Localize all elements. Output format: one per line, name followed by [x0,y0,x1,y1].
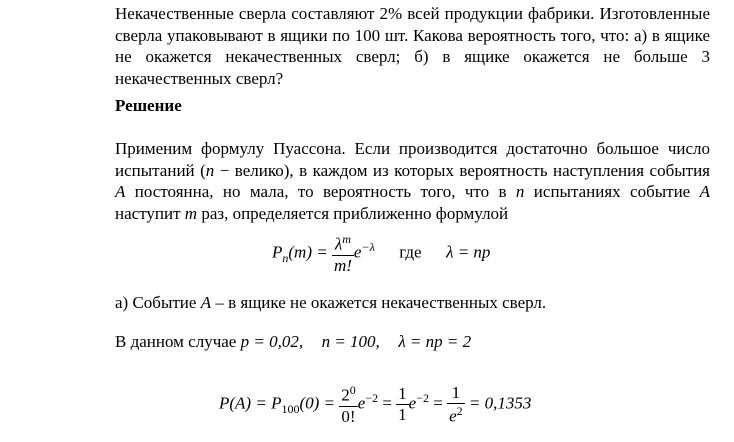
formula-lhs-sub: n [282,250,289,265]
result-f2-den: 1 [398,405,407,425]
formula-exp-sup: −λ [361,240,375,255]
intro-math-n2: n [515,182,525,201]
solution-heading: Решение [115,96,182,115]
result-eq2: = [433,393,443,413]
part-a-line [115,293,546,313]
part-a-text-1: а) Событие [115,293,201,312]
formula-num-sup: m [342,232,351,246]
case-line [115,332,471,352]
case-n: n = 100, [321,332,380,351]
result-e1: e [357,393,366,413]
poisson-formula [272,232,490,276]
case-p: p = 0,02, [240,332,304,351]
formula-lhs: P [272,242,283,262]
result-e2-sup: −2 [416,391,429,406]
intro-math-a2: A [699,182,710,201]
result-lhs: P(A) = P [219,393,282,413]
result-eq1: = [382,393,392,413]
intro-text-4: испытаниях событие [524,182,700,201]
result-f3-den: e [449,406,457,426]
formula-num-base: λ [334,234,343,254]
intro-text-5: наступит [115,203,185,223]
formula-exp-base: e [353,242,362,262]
result-fraction-2 [396,384,409,425]
intro-paragraph [115,138,710,224]
intro-text-2: − велико), в каждом из которых вероятность наступления события [214,160,710,180]
result-fraction-1 [339,383,358,427]
case-text: В данном случае [115,332,241,351]
formula-lhs-arg: (m) = [288,242,328,262]
case-lambda: λ = np = 2 [398,332,472,351]
intro-math-m: m [184,203,198,223]
result-f1-sup: 0 [349,383,356,397]
result-value: = 0,1353 [468,393,532,413]
intro-math-a: A [115,182,126,201]
result-formula [219,383,531,427]
result-lhs-arg: (0) = [299,393,335,413]
part-a-math-a: A [200,293,212,312]
result-f1-den: 0! [339,406,358,427]
result-e1-sup: −2 [365,391,379,406]
problem-text: Некачественные сверла составляют 2% всей продукции фабрики. Изготовленные сверла упаковывают в ящики по 100 шт. Какова вероятность того, что: а) в ящике не окажется некачественных сверл; б) в ящике окажется не больше 3 некачественных сверл? [115,4,710,88]
result-f3-num: 1 [451,383,461,402]
intro-math-n: n [205,160,215,180]
result-f3-den-sup: 2 [456,404,463,418]
result-lhs-sub: 100 [281,401,300,416]
problem-statement [115,3,710,89]
result-f2-num: 1 [398,384,407,404]
formula-fraction [332,232,354,276]
part-a-text-2: – в ящике не окажется некачественных сверл. [211,293,547,312]
intro-text-3: постоянна, но мала, то вероятность того, что в [125,182,516,201]
formula-den: m! [333,255,352,275]
result-fraction-3 [447,383,465,427]
intro-text-1: Применим формулу Пуассона. Если производится достаточно большое число испытаний ( [115,139,710,180]
result-f1-num: 2 [341,385,350,405]
formula-rhs: λ = np [446,242,491,262]
formula-where: где [399,242,422,262]
intro-text-6: раз, определяется приближенно формулой [197,203,509,223]
result-e2: e [408,393,417,413]
